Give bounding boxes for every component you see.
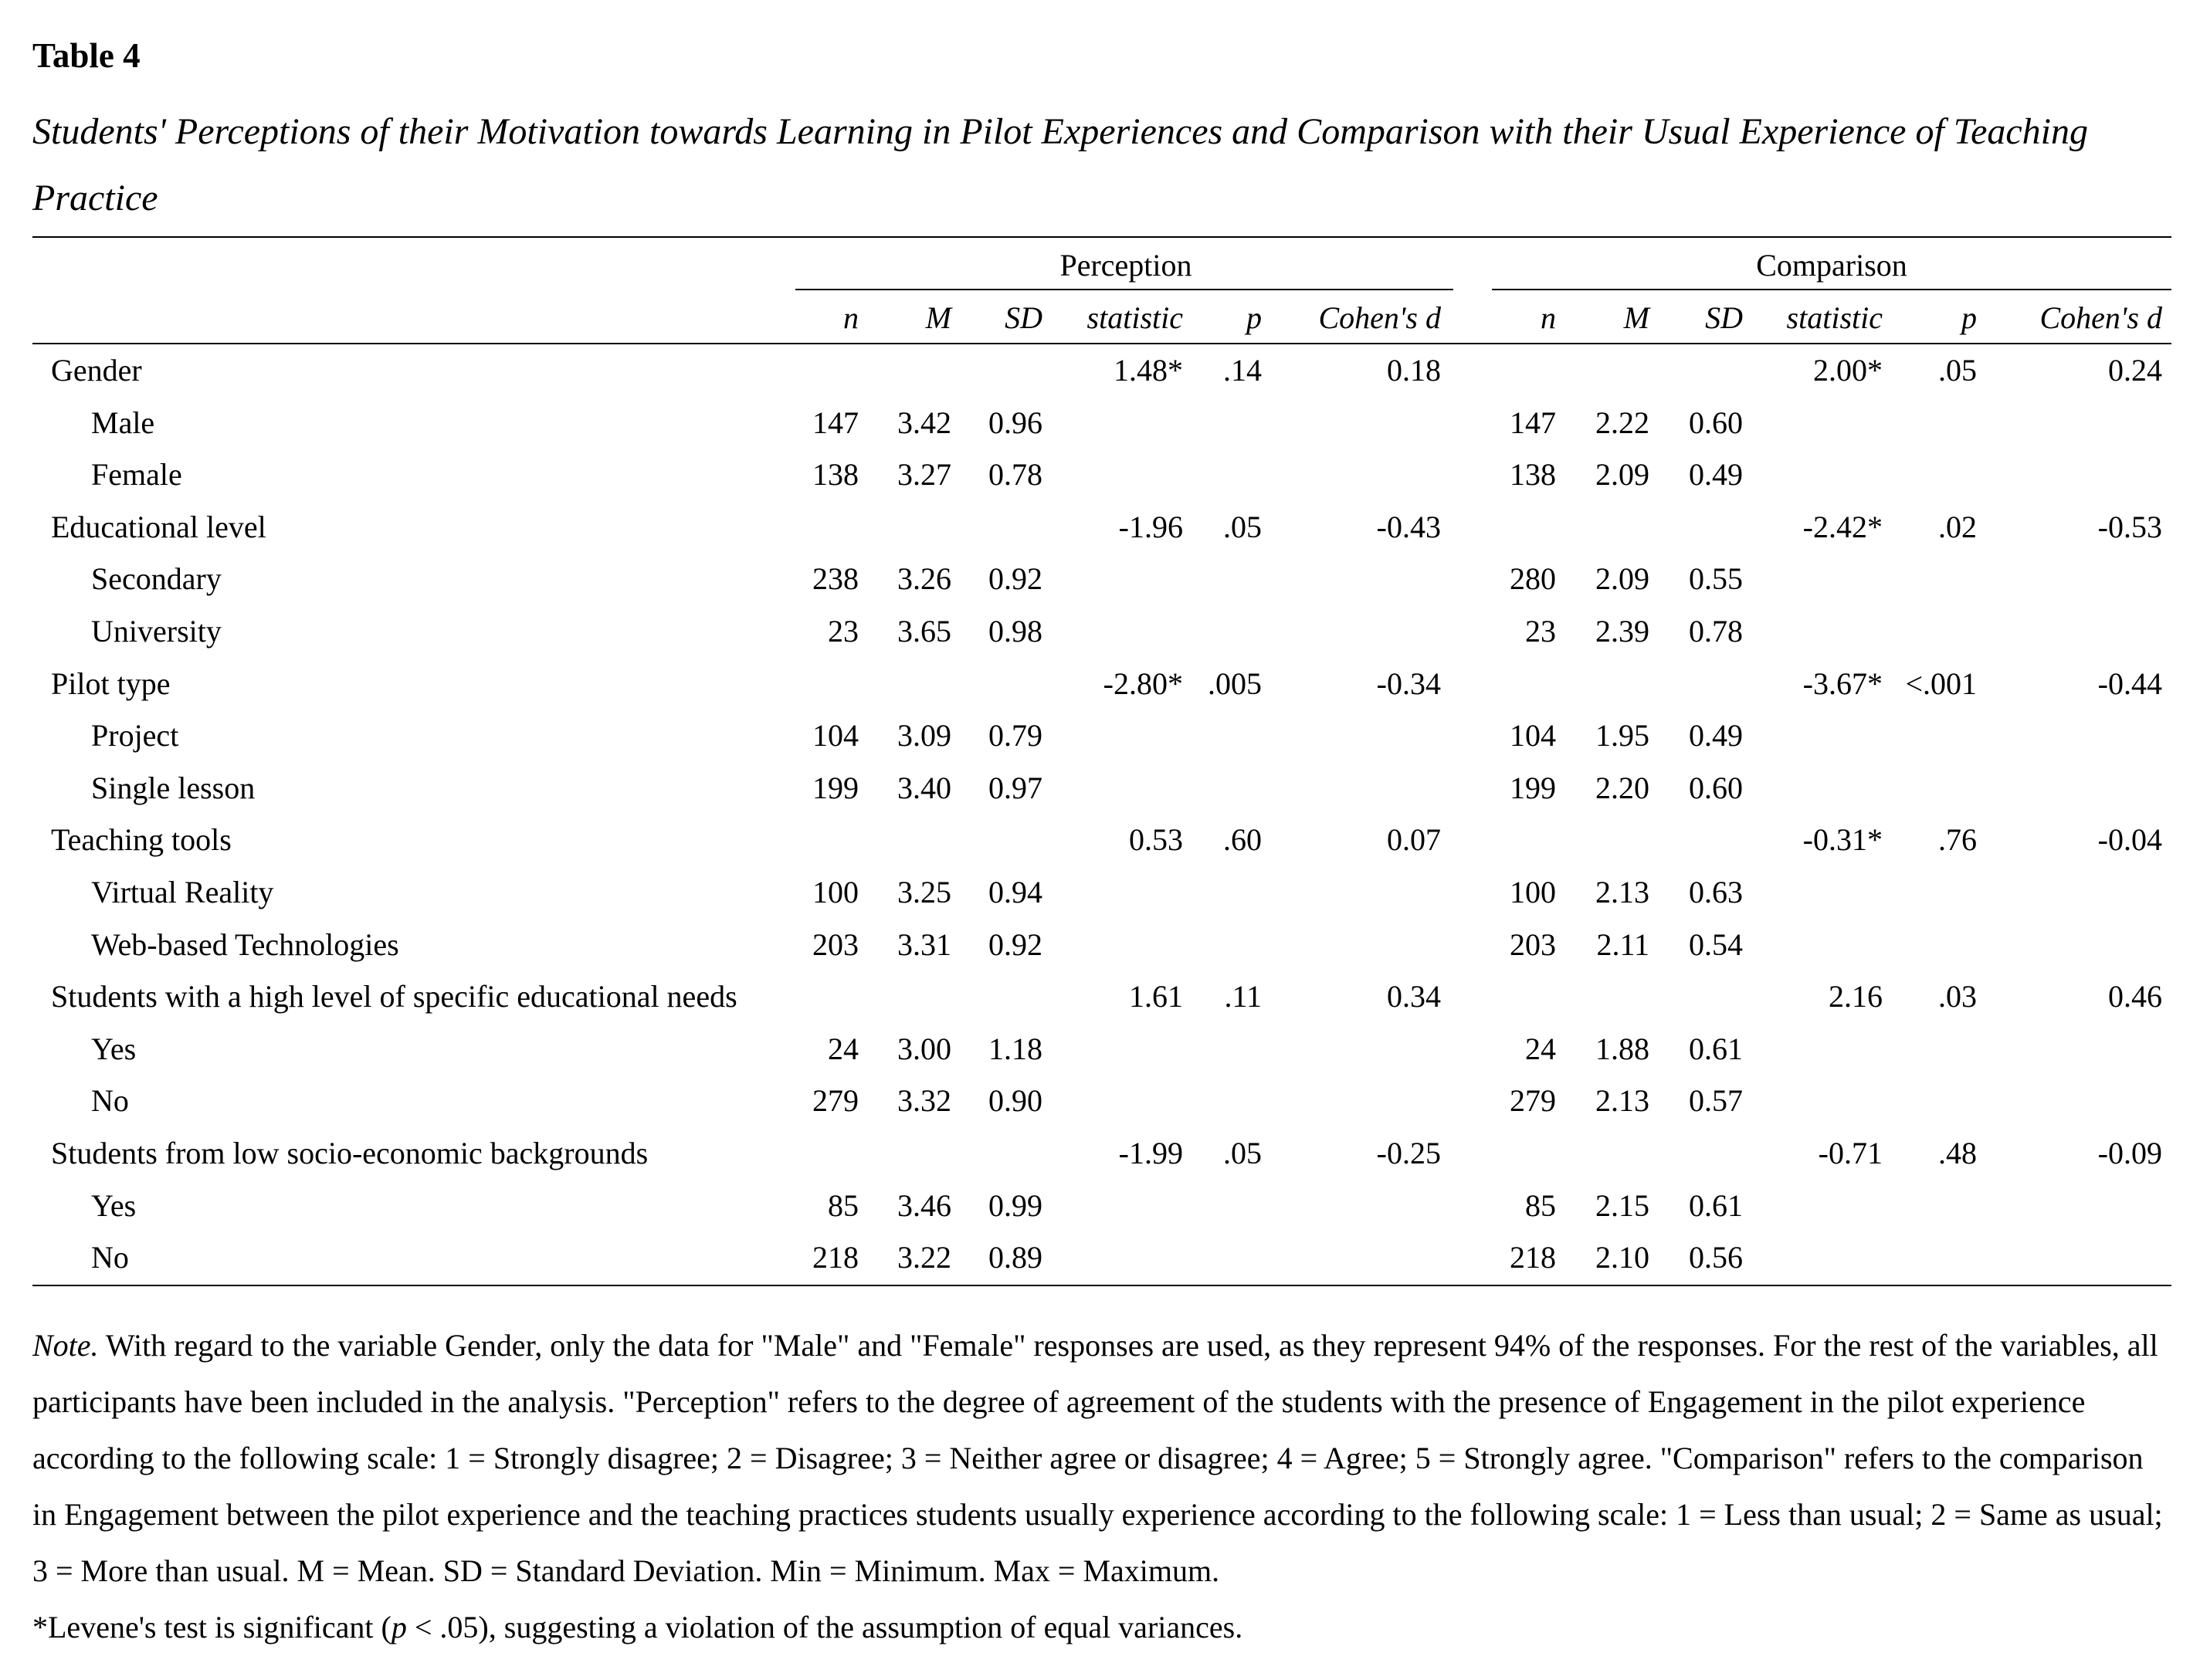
table-cell: 147 xyxy=(812,405,859,440)
table-cell: 2.09 xyxy=(1595,561,1649,597)
table-cell: 24 xyxy=(828,1031,859,1066)
table-cell: -3.67* xyxy=(1802,666,1883,701)
table-cell: 0.18 xyxy=(1387,353,1441,388)
note-text: With regard to the variable Gender, only the data for "Male" and "Female" responses are used, as they represent 94% of the responses. For the rest of the variables, all participants have been included in the analysis. "Perception" refers to the degree of agreement of the students with the presence of Engagement in the pilot experience according to the following scale: 1 = Strongly disagree; 2 = Disagree; 3 = Neither agree or disagree; 4 = Agree; 5 = Strongly agree. "Comparison" refers to the comparison in Engagement between the pilot experience and the teaching practices students usually experience according to the following scale: 1 = Less than usual; 2 = Same as usual; 3 = More than usual. M = Mean. SD = Standard Deviation. Min = Minimum. Max = Maximum. xyxy=(32,1328,2163,1588)
table-cell: 0.78 xyxy=(988,457,1042,493)
table-cell: .05 xyxy=(1223,509,1262,544)
table-cell: 100 xyxy=(1510,875,1556,909)
table-cell: 0.54 xyxy=(1689,926,1743,962)
row-subgroup-label: Project xyxy=(91,718,179,754)
group-header-comparison: Comparison xyxy=(1756,248,1907,283)
table-cell: 0.79 xyxy=(988,718,1042,754)
table-cell: -1.96 xyxy=(1118,509,1183,544)
table-cell: 0.07 xyxy=(1387,822,1441,858)
table-cell: .05 xyxy=(1223,1136,1262,1170)
table-cell: 0.24 xyxy=(2108,353,2162,388)
table-cell: 2.20 xyxy=(1595,770,1649,805)
table-cell: 24 xyxy=(1525,1031,1556,1066)
table-cell: 1.48* xyxy=(1114,353,1183,388)
table-cell: -0.44 xyxy=(2097,666,2162,701)
row-subgroup-label: Male xyxy=(91,405,155,440)
table-cell: 203 xyxy=(1510,926,1556,962)
row-category-label: Pilot type xyxy=(51,666,171,701)
table-cell: 23 xyxy=(1525,614,1556,649)
table-cell: 0.61 xyxy=(1689,1031,1743,1066)
column-header: Cohen's d xyxy=(1318,300,1441,335)
table-cell: 0.94 xyxy=(988,875,1042,909)
column-header: n xyxy=(1541,300,1556,335)
table-cell: .60 xyxy=(1223,822,1262,858)
table-cell: -0.34 xyxy=(1376,666,1441,701)
table-cell: 3.09 xyxy=(897,718,951,754)
table-cell: 218 xyxy=(1510,1240,1556,1275)
table-cell: 0.57 xyxy=(1689,1083,1743,1119)
table-cell: 23 xyxy=(828,614,859,649)
table-cell: -0.71 xyxy=(1818,1136,1883,1170)
table-caption: Students' Perceptions of their Motivation towards Learning in Pilot Experiences and Comparison with their Usual Experience of Teaching Practice xyxy=(32,111,2089,218)
note-label: Note. xyxy=(32,1328,99,1363)
table-cell: 2.13 xyxy=(1595,1083,1649,1119)
column-header: statistic xyxy=(1086,300,1183,335)
row-subgroup-label: University xyxy=(91,614,222,649)
column-header: statistic xyxy=(1786,300,1883,335)
row-category-label: Educational level xyxy=(51,509,266,544)
table-cell: 3.22 xyxy=(897,1240,951,1275)
table-label: Table 4 xyxy=(32,36,141,75)
table-cell: 0.89 xyxy=(988,1240,1042,1275)
table-cell: 3.40 xyxy=(897,770,951,805)
column-header: M xyxy=(925,300,951,335)
table-cell: 3.46 xyxy=(897,1187,951,1223)
group-header-perception: Perception xyxy=(1059,248,1192,283)
column-header: n xyxy=(843,300,859,335)
table-cell: 0.97 xyxy=(988,770,1042,805)
table-cell: 0.60 xyxy=(1689,405,1743,440)
row-subgroup-label: Single lesson xyxy=(91,770,256,805)
table-cell: 0.46 xyxy=(2108,979,2162,1014)
table-cell: -0.43 xyxy=(1376,509,1441,544)
table-cell: 3.00 xyxy=(897,1031,951,1066)
table-cell: 3.25 xyxy=(897,875,951,909)
table-cell: 2.13 xyxy=(1595,875,1649,909)
table-cell: 0.61 xyxy=(1689,1187,1743,1223)
table-cell: 280 xyxy=(1510,561,1556,597)
table-cell: 3.65 xyxy=(897,614,951,649)
table-cell: 2.00* xyxy=(1813,353,1883,388)
table-cell: -0.31* xyxy=(1802,822,1883,858)
table-cell: 0.78 xyxy=(1689,614,1743,649)
table-cell: 0.92 xyxy=(988,561,1042,597)
column-header: Cohen's d xyxy=(2039,300,2162,335)
table-cell: 3.31 xyxy=(897,926,951,962)
row-subgroup-label: No xyxy=(91,1083,129,1119)
table-cell: 2.22 xyxy=(1595,405,1649,440)
table-cell: -2.80* xyxy=(1103,666,1183,701)
table-cell: 138 xyxy=(1510,457,1556,493)
table-cell: 0.60 xyxy=(1689,770,1743,805)
column-header: SD xyxy=(1705,300,1743,335)
table-cell: 238 xyxy=(812,561,859,597)
table-cell: 2.10 xyxy=(1595,1240,1649,1275)
table-cell: .005 xyxy=(1208,666,1262,701)
table-cell: 3.32 xyxy=(897,1083,951,1119)
table-cell: .11 xyxy=(1224,979,1262,1014)
table-cell: 100 xyxy=(812,875,859,909)
row-category-label: Students with a high level of specific educational needs xyxy=(51,979,737,1014)
column-header: p xyxy=(1246,300,1262,335)
table-cell: 218 xyxy=(812,1240,859,1275)
table-cell: .03 xyxy=(1938,979,1977,1014)
table-cell: 85 xyxy=(1525,1187,1556,1223)
row-category-label: Teaching tools xyxy=(51,822,232,858)
column-header: M xyxy=(1623,300,1649,335)
row-subgroup-label: Yes xyxy=(91,1031,137,1066)
table-cell: 0.34 xyxy=(1387,979,1441,1014)
table-note xyxy=(32,1317,2171,1655)
table-cell: 3.42 xyxy=(897,405,951,440)
table-cell: 3.27 xyxy=(897,457,951,493)
perception-group-rule xyxy=(795,289,1453,290)
table-cell: 0.49 xyxy=(1689,457,1743,493)
note-footnote-start: *Levene's test is significant ( xyxy=(32,1610,392,1644)
row-subgroup-label: Web-based Technologies xyxy=(91,926,399,962)
table-cell: 0.99 xyxy=(988,1187,1042,1223)
row-subgroup-label: Yes xyxy=(91,1187,137,1223)
table-cell: .05 xyxy=(1938,353,1977,388)
row-subgroup-label: No xyxy=(91,1240,129,1275)
table-cell: -1.99 xyxy=(1118,1136,1183,1170)
table-bottom-rule xyxy=(32,1285,2171,1286)
table-cell: 2.15 xyxy=(1595,1187,1649,1223)
table-cell: 0.98 xyxy=(988,614,1042,649)
table-cell: 3.26 xyxy=(897,561,951,597)
table-cell: <.001 xyxy=(1905,666,1977,701)
table-cell: 2.11 xyxy=(1596,926,1649,962)
table-cell: .76 xyxy=(1938,822,1977,858)
table-cell: 0.92 xyxy=(988,926,1042,962)
table-cell: 0.90 xyxy=(988,1083,1042,1119)
table-cell: .48 xyxy=(1938,1136,1977,1170)
note-footnote-end: < .05), suggesting a violation of the assumption of equal variances. xyxy=(406,1610,1243,1644)
table-cell: 1.88 xyxy=(1595,1031,1649,1066)
table-cell: .14 xyxy=(1223,353,1262,388)
table-cell: 279 xyxy=(1510,1083,1556,1119)
comparison-group-rule xyxy=(1492,289,2171,290)
table-cell: 138 xyxy=(812,457,859,493)
table-cell: 1.18 xyxy=(988,1031,1042,1066)
table-cell: -0.04 xyxy=(2097,822,2162,858)
note-p-symbol: p xyxy=(391,1610,407,1644)
table-cell: 2.16 xyxy=(1829,979,1883,1014)
table-cell: -0.25 xyxy=(1376,1136,1441,1170)
table-cell: 199 xyxy=(812,770,859,805)
table-cell: 1.95 xyxy=(1595,718,1649,754)
table-cell: .02 xyxy=(1938,509,1977,544)
table-cell: 0.55 xyxy=(1689,561,1743,597)
table-cell: 0.56 xyxy=(1689,1240,1743,1275)
table-cell: 104 xyxy=(1510,718,1556,754)
table-cell: -0.53 xyxy=(2097,509,2162,544)
table-cell: 85 xyxy=(828,1187,859,1223)
table-cell: 203 xyxy=(812,926,859,962)
table-cell: -0.09 xyxy=(2097,1136,2162,1170)
table-cell: -2.42* xyxy=(1802,509,1883,544)
table-cell: 0.49 xyxy=(1689,718,1743,754)
table-cell: 2.39 xyxy=(1595,614,1649,649)
column-header: p xyxy=(1961,300,1977,335)
table-cell: 2.09 xyxy=(1595,457,1649,493)
table-cell: 147 xyxy=(1510,405,1556,440)
row-category-label: Students from low socio-economic backgrounds xyxy=(51,1136,649,1170)
table-cell: 1.61 xyxy=(1129,979,1183,1014)
table-cell: 199 xyxy=(1510,770,1556,805)
table-cell: 0.63 xyxy=(1689,875,1743,909)
table-cell: 0.53 xyxy=(1129,822,1183,858)
row-subgroup-label: Secondary xyxy=(91,561,222,597)
row-subgroup-label: Female xyxy=(91,457,182,493)
header-bottom-rule xyxy=(32,343,2171,344)
table-cell: 279 xyxy=(812,1083,859,1119)
row-subgroup-label: Virtual Reality xyxy=(91,875,274,909)
row-category-label: Gender xyxy=(51,353,142,388)
table-top-rule xyxy=(32,236,2171,238)
table-cell: 0.96 xyxy=(988,405,1042,440)
table-cell: 104 xyxy=(812,718,859,754)
column-header: SD xyxy=(1005,300,1042,335)
